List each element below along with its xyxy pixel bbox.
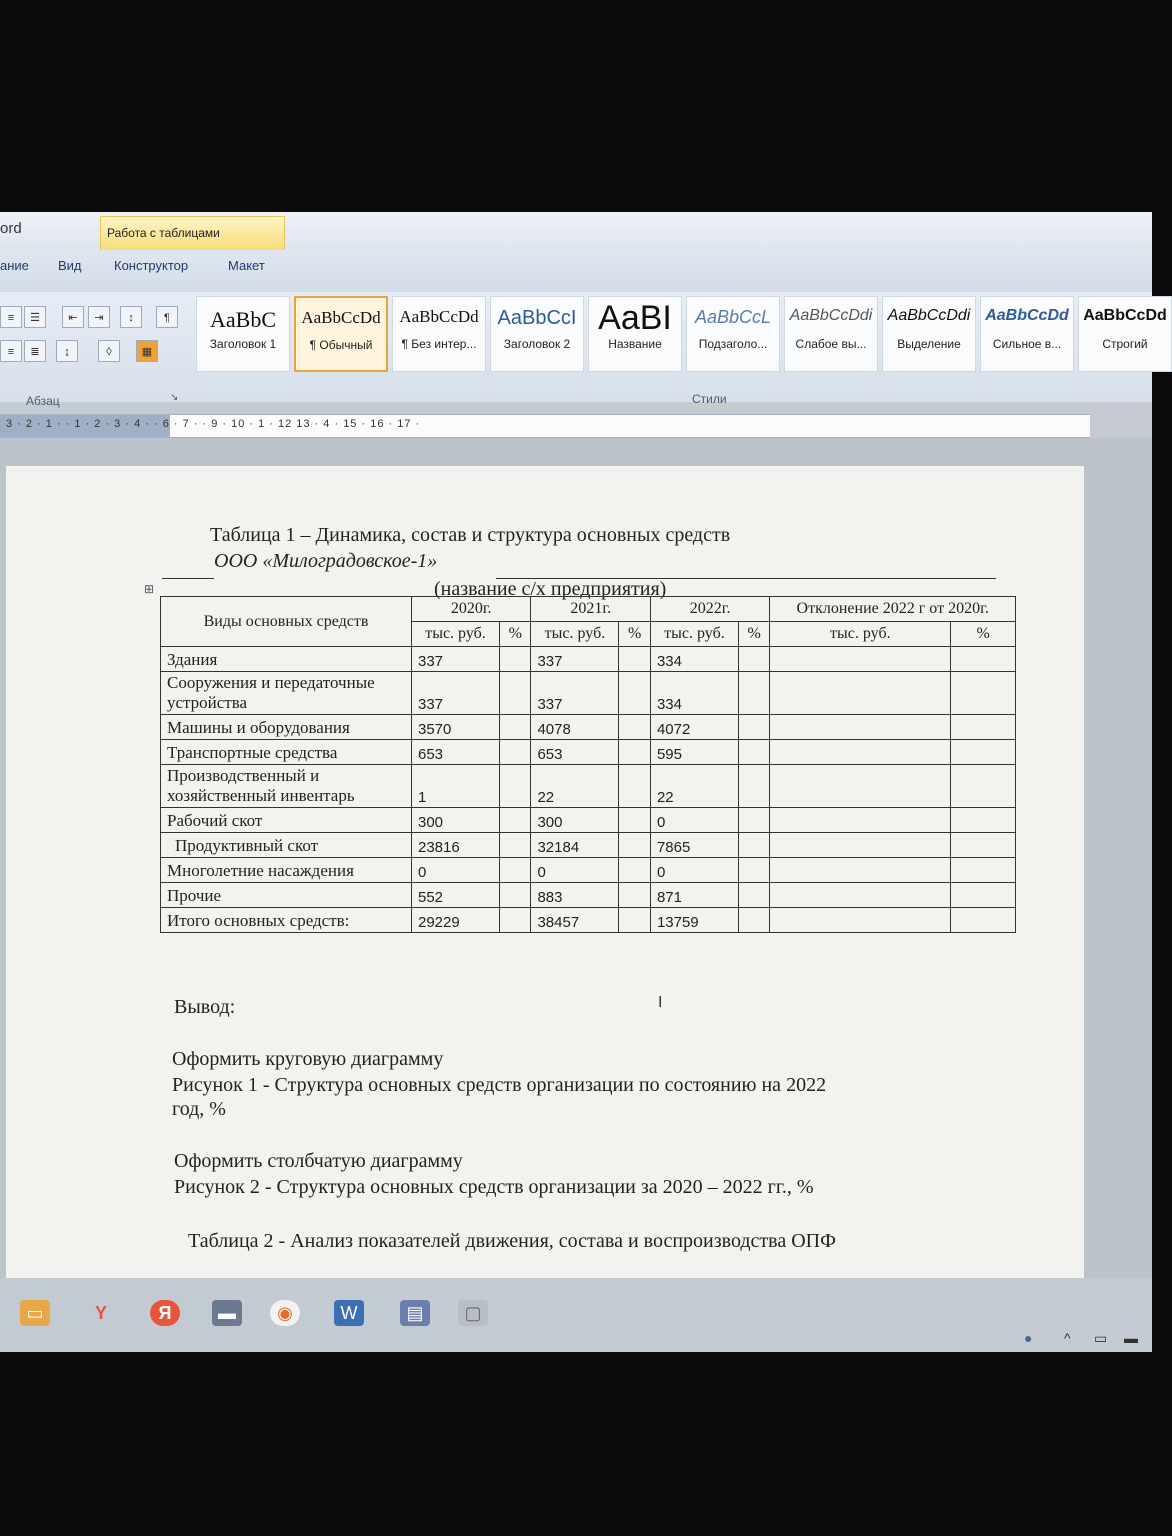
cell-2021[interactable]: 4078	[531, 715, 619, 740]
text-cursor-icon: I	[658, 994, 663, 1011]
cell-dev-pct[interactable]	[951, 647, 1016, 672]
cell-dev[interactable]	[770, 883, 951, 908]
cell-dev[interactable]	[770, 647, 951, 672]
bullets-icon[interactable]: ≡	[0, 306, 22, 328]
conclusion-label: Вывод:	[174, 996, 236, 1018]
cell-pct[interactable]	[499, 647, 530, 672]
cell-dev-pct[interactable]	[951, 833, 1016, 858]
header-types: Виды основных средств	[161, 597, 412, 647]
header-2022: 2022г.	[650, 597, 769, 622]
cell-2021[interactable]: 300	[531, 808, 619, 833]
header-2020: 2020г.	[412, 597, 531, 622]
table-tools-context-tab[interactable]: Работа с таблицами	[100, 216, 285, 250]
cell-dev-pct[interactable]	[951, 808, 1016, 833]
cell-pct[interactable]	[619, 740, 650, 765]
increase-indent-icon[interactable]: ⇥	[88, 306, 110, 328]
header-row	[161, 597, 1016, 622]
table-row	[161, 908, 1016, 933]
battery-icon[interactable]: ▭	[1094, 1330, 1108, 1346]
table-2-title: Таблица 2 - Анализ показателей движения, состава и воспроизводства ОПФ	[188, 1230, 836, 1252]
cell-pct[interactable]	[619, 647, 650, 672]
cell-2022[interactable]: 871	[650, 883, 738, 908]
cell-pct[interactable]	[738, 908, 769, 933]
yandex-y-icon[interactable]: Y	[94, 1303, 107, 1323]
cell-2020[interactable]: 0	[412, 858, 500, 883]
cell-dev[interactable]	[770, 808, 951, 833]
app-title: ord	[0, 220, 22, 237]
align-center-icon[interactable]: ≡	[0, 340, 22, 362]
cell-dev-pct[interactable]	[951, 740, 1016, 765]
paragraph-group	[0, 300, 190, 408]
cell-2020[interactable]: 337	[412, 672, 500, 715]
justify-icon[interactable]: ≣	[24, 340, 46, 362]
styles-group-label: Стили	[692, 392, 727, 406]
table-row	[161, 883, 1016, 908]
header-2021: 2021г.	[531, 597, 650, 622]
tab-view[interactable]: Вид	[58, 258, 82, 273]
numbering-icon[interactable]: ☰	[24, 306, 46, 328]
table-row	[161, 715, 1016, 740]
cell-pct[interactable]	[499, 908, 530, 933]
chevron-up-icon[interactable]: ^	[1064, 1330, 1071, 1346]
tab-design[interactable]: Конструктор	[114, 258, 189, 273]
cell-pct[interactable]	[738, 883, 769, 908]
cell-dev[interactable]	[770, 672, 951, 715]
pct-2021: %	[619, 622, 650, 647]
style-heading-2[interactable]: AaBbCcI Заголовок 2	[490, 296, 584, 372]
cell-dev[interactable]	[770, 833, 951, 858]
cell-dev-pct[interactable]	[951, 908, 1016, 933]
cell-pct[interactable]	[499, 833, 530, 858]
cell-2020[interactable]: 1	[412, 765, 500, 808]
chrome-icon[interactable]: ◉	[270, 1300, 300, 1326]
unit-deviation: тыс. руб.	[770, 622, 951, 647]
cell-2022[interactable]: 22	[650, 765, 738, 808]
table-move-handle-icon[interactable]: ⊞	[144, 582, 155, 596]
cell-pct[interactable]	[738, 808, 769, 833]
cell-pct[interactable]	[619, 672, 650, 715]
app-icon[interactable]: ▢	[458, 1300, 488, 1326]
cell-2022[interactable]: 4072	[650, 715, 738, 740]
title-bar	[0, 212, 1152, 250]
document-page[interactable]	[6, 466, 1084, 1286]
cell-pct[interactable]	[738, 740, 769, 765]
borders-icon[interactable]: ▦	[136, 340, 158, 362]
style-subtle-emphasis[interactable]: AaBbCcDdi Слабое вы...	[784, 296, 878, 372]
tab-insert[interactable]: ание	[0, 258, 29, 273]
cell-dev-pct[interactable]	[951, 672, 1016, 715]
unit-2022: тыс. руб.	[650, 622, 738, 647]
cell-2022[interactable]: 7865	[650, 833, 738, 858]
document-area	[0, 438, 1152, 1278]
cell-pct[interactable]	[499, 672, 530, 715]
table-row	[161, 833, 1016, 858]
row-name: Рабочий скот	[161, 808, 412, 833]
fixed-assets-table	[160, 596, 1016, 933]
cell-2020[interactable]: 653	[412, 740, 500, 765]
cell-2020[interactable]: 3570	[412, 715, 500, 740]
cell-pct[interactable]	[499, 740, 530, 765]
cell-pct[interactable]	[499, 715, 530, 740]
cell-pct[interactable]	[619, 858, 650, 883]
figure-2-caption: Рисунок 2 - Структура основных средств организации за 2020 – 2022 гг., %	[174, 1176, 814, 1198]
figure-1-caption-cont: год, %	[172, 1098, 226, 1120]
style-heading-1[interactable]: AaBbC Заголовок 1	[196, 296, 290, 372]
taskbar	[0, 1278, 1152, 1352]
cell-pct[interactable]	[619, 715, 650, 740]
cell-2022[interactable]: 0	[650, 808, 738, 833]
sort-icon[interactable]: ↕	[120, 306, 142, 328]
cell-2020[interactable]: 300	[412, 808, 500, 833]
help-icon[interactable]: ●	[1024, 1330, 1033, 1346]
cell-pct[interactable]	[619, 908, 650, 933]
table-row	[161, 647, 1016, 672]
cell-dev[interactable]	[770, 715, 951, 740]
line-spacing-icon[interactable]: ↨	[56, 340, 78, 362]
row-name: Многолетние насаждения	[161, 858, 412, 883]
horizontal-ruler[interactable]	[0, 414, 1090, 438]
cell-dev[interactable]	[770, 765, 951, 808]
ribbon	[0, 292, 1167, 408]
style-intense-emphasis[interactable]: AaBbCcDd Сильное в...	[980, 296, 1074, 372]
paragraph-group-label: Абзац	[26, 394, 60, 408]
company-caption: (название с/х предприятия)	[434, 578, 667, 600]
cell-dev-pct[interactable]	[951, 765, 1016, 808]
cell-pct[interactable]	[738, 647, 769, 672]
styles-gallery	[196, 296, 1167, 406]
header-deviation: Отклонение 2022 г от 2020г.	[770, 597, 1016, 622]
cell-2022[interactable]: 13759	[650, 908, 738, 933]
row-name: Транспортные средства	[161, 740, 412, 765]
table-row	[161, 740, 1016, 765]
cell-2021[interactable]: 0	[531, 858, 619, 883]
pct-deviation: %	[951, 622, 1016, 647]
ribbon-tabs	[0, 250, 1152, 293]
row-name: Итого основных средств:	[161, 908, 412, 933]
row-name: Прочие	[161, 883, 412, 908]
cell-2021[interactable]: 653	[531, 740, 619, 765]
cell-pct[interactable]	[738, 833, 769, 858]
style-normal[interactable]: AaBbCcDd ¶ Обычный	[294, 296, 388, 372]
cell-pct[interactable]	[738, 858, 769, 883]
pct-2020: %	[499, 622, 530, 647]
style-emphasis[interactable]: AaBbCcDdi Выделение	[882, 296, 976, 372]
pie-task: Оформить круговую диаграмму	[172, 1048, 444, 1070]
cell-pct[interactable]	[619, 883, 650, 908]
pct-2022: %	[738, 622, 769, 647]
decrease-indent-icon[interactable]: ⇤	[62, 306, 84, 328]
cell-2021[interactable]: 337	[531, 647, 619, 672]
cell-dev-pct[interactable]	[951, 883, 1016, 908]
cell-pct[interactable]	[619, 833, 650, 858]
unit-2020: тыс. руб.	[412, 622, 500, 647]
cell-pct[interactable]	[738, 715, 769, 740]
shading-icon[interactable]: ◊	[98, 340, 120, 362]
cell-dev[interactable]	[770, 858, 951, 883]
computer-icon[interactable]: ▬	[212, 1300, 242, 1326]
cell-pct[interactable]	[499, 808, 530, 833]
table-row	[161, 858, 1016, 883]
table-row	[161, 808, 1016, 833]
cell-pct[interactable]	[499, 858, 530, 883]
word-window-icon[interactable]: ▤	[400, 1300, 430, 1326]
company-name: ООО «Милоградовское-1»	[214, 550, 438, 572]
word-icon[interactable]: W	[334, 1300, 364, 1326]
cell-pct[interactable]	[499, 883, 530, 908]
table-row	[161, 765, 1016, 808]
cell-dev[interactable]	[770, 740, 951, 765]
style-strong[interactable]: AaBbCcDd Строгий	[1078, 296, 1172, 372]
tab-layout[interactable]: Макет	[228, 258, 265, 273]
cell-dev[interactable]	[770, 908, 951, 933]
cell-dev-pct[interactable]	[951, 715, 1016, 740]
cell-2022[interactable]: 334	[650, 647, 738, 672]
cell-pct[interactable]	[738, 672, 769, 715]
table-row	[161, 672, 1016, 715]
style-no-spacing[interactable]: AaBbCcDd ¶ Без интер...	[392, 296, 486, 372]
style-title[interactable]: AaBI Название	[588, 296, 682, 372]
cell-2022[interactable]: 0	[650, 858, 738, 883]
pilcrow-icon[interactable]: ¶	[156, 306, 178, 328]
cell-2021[interactable]: 883	[531, 883, 619, 908]
figure-1-caption: Рисунок 1 - Структура основных средств организации по состоянию на 2022	[172, 1074, 827, 1096]
cell-2021[interactable]: 22	[531, 765, 619, 808]
cell-2020[interactable]: 552	[412, 883, 500, 908]
underline-left	[162, 578, 214, 579]
row-name: Сооружения и передаточные устройства	[161, 672, 412, 715]
cell-2022[interactable]: 595	[650, 740, 738, 765]
cell-pct[interactable]	[738, 765, 769, 808]
dialog-launcher-icon[interactable]: ↘	[170, 392, 179, 403]
cell-2021[interactable]: 32184	[531, 833, 619, 858]
cell-2020[interactable]: 337	[412, 647, 500, 672]
row-name: Производственный и хозяйственный инвентарь	[161, 765, 412, 808]
unit-2021: тыс. руб.	[531, 622, 619, 647]
cell-pct[interactable]	[499, 765, 530, 808]
cell-pct[interactable]	[619, 765, 650, 808]
cell-2021[interactable]: 38457	[531, 908, 619, 933]
network-icon[interactable]: ▬	[1124, 1330, 1138, 1346]
cell-2022[interactable]: 334	[650, 672, 738, 715]
word-window	[0, 212, 1167, 1352]
cell-pct[interactable]	[619, 808, 650, 833]
yandex-browser-icon[interactable]: Я	[150, 1300, 180, 1326]
row-name: Машины и оборудования	[161, 715, 412, 740]
table-title: Таблица 1 – Динамика, состав и структура основных средств	[210, 524, 731, 546]
cell-2021[interactable]: 337	[531, 672, 619, 715]
style-subtitle[interactable]: AaBbCcL Подзаголо...	[686, 296, 780, 372]
cell-2020[interactable]: 23816	[412, 833, 500, 858]
folder-icon[interactable]: ▭	[20, 1300, 50, 1326]
cell-2020[interactable]: 29229	[412, 908, 500, 933]
cell-dev-pct[interactable]	[951, 858, 1016, 883]
row-name: Продуктивный скот	[161, 833, 412, 858]
bar-task: Оформить столбчатую диаграмму	[174, 1150, 463, 1172]
ruler-scale: 3 · 2 · 1 · · 1 · 2 · 3 · 4 · · 6 · 7 · · 9 · 10 · 1 · 12 13 · 4 · 15 · 16 · 17 ·	[6, 418, 421, 430]
row-name: Здания	[161, 647, 412, 672]
